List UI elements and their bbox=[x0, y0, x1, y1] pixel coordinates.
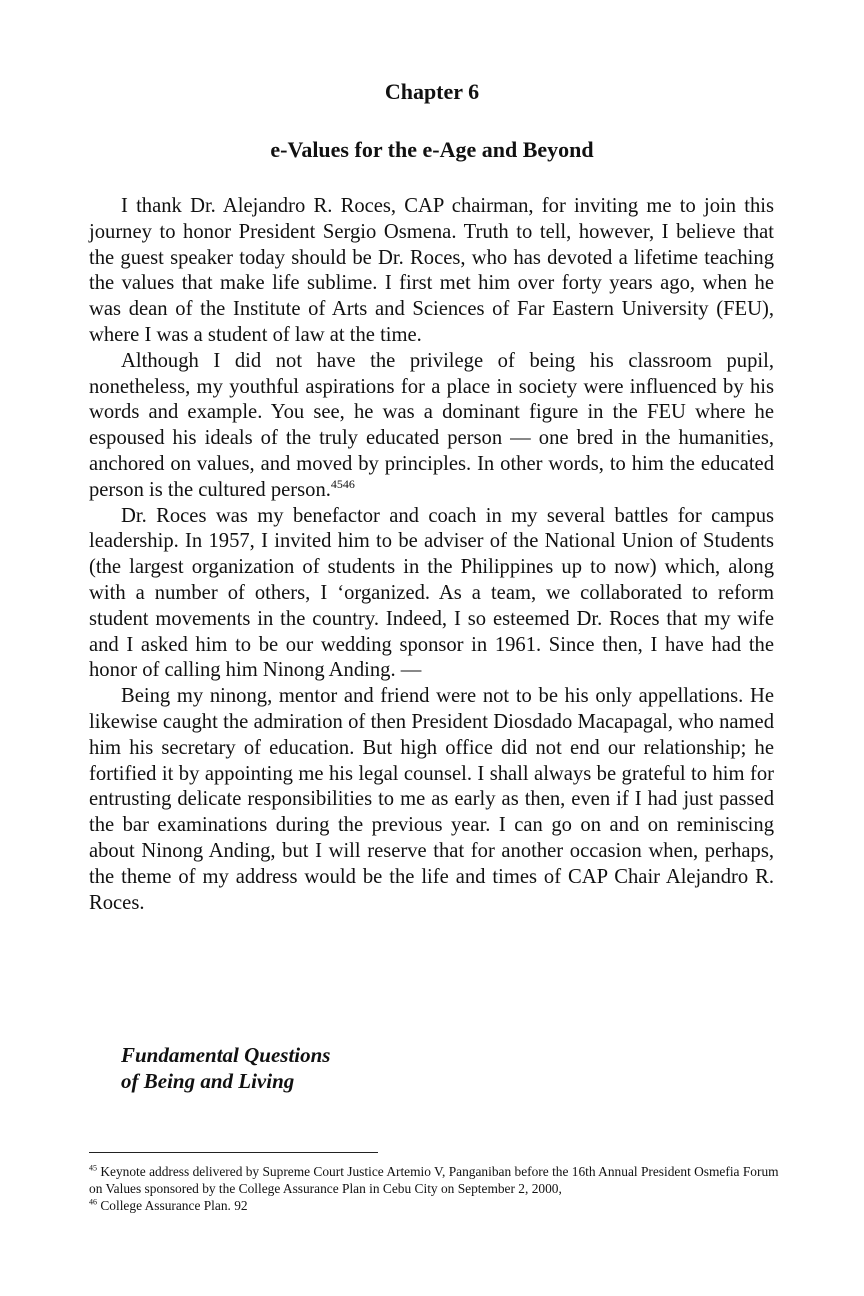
paragraph bbox=[89, 684, 774, 916]
footnote-marker: 46 bbox=[89, 1197, 97, 1207]
footnote-marker: 45 bbox=[89, 1163, 97, 1173]
footnote-reference: 4546 bbox=[330, 476, 355, 491]
footnotes bbox=[89, 1163, 779, 1214]
subheading-line: of Being and Living bbox=[121, 1069, 295, 1093]
footnote-text: Keynote address delivered by Supreme Court Justice Artemio V, Panganiban before the 16th Annual President Osmefia Forum on Values sponsored by the College Assurance Plan in Cebu City on September 2, 2000, bbox=[89, 1164, 779, 1196]
footnote bbox=[89, 1197, 779, 1214]
footnote-text: College Assurance Plan. 92 bbox=[100, 1198, 248, 1213]
paragraph-text: Although I did not have the privilege of being his classroom pupil, nonetheless, my youthful aspirations for a place in society were influenced by his words and example. You see, he was a dominant figure in the FEU where he espoused his ideals of the truly educated person — one bred in the humanities, anchored on values, and moved by principles. In other words, to him the educated person is the cultured person. bbox=[89, 349, 774, 501]
paragraph-text: Being my ninong, mentor and friend were not to be his only appellations. He likewise caught the admiration of then President Diosdado Macapagal, who named him his secretary of education. But high office did not end our relationship; he fortified it by appointing me his legal counsel. I shall always be grateful to him for entrusting delicate responsibilities to me as early as then, even if I had just passed the bar examinations during the previous year. I can go on and on reminiscing about Ninong Anding, but I will reserve that for another occasion when, perhaps, the theme of my address would be the life and times of CAP Chair Alejandro R. Roces. bbox=[89, 685, 774, 914]
subheading-line: Fundamental Questions bbox=[121, 1043, 331, 1067]
section-subheading bbox=[121, 1042, 521, 1094]
footnote-divider bbox=[89, 1152, 378, 1153]
paragraph bbox=[89, 194, 774, 349]
paragraph-text: Dr. Roces was my benefactor and coach in my several battles for campus leadership. In 1957, I invited him to be adviser of the National Union of Students (the largest organization of students in the Philippines up to now) which, along with a number of others, I ‘organized. As a team, we collaborated to reform student movements in the country. Indeed, I so esteemed Dr. Roces that my wife and I asked him to be our wedding sponsor in 1961. Since then, I have had the honor of calling him Ninong Anding. — bbox=[89, 504, 774, 682]
chapter-title: e-Values for the e-Age and Beyond bbox=[270, 137, 594, 162]
paragraph bbox=[89, 349, 774, 504]
footnote bbox=[89, 1163, 779, 1197]
body-text bbox=[89, 194, 774, 916]
paragraph bbox=[89, 504, 774, 685]
chapter-heading: Chapter 6 bbox=[384, 79, 480, 104]
paragraph-text: I thank Dr. Alejandro R. Roces, CAP chairman, for inviting me to join this journey to honor President Sergio Osmena. Truth to tell, however, I believe that the guest speaker today should be Dr. Roces, who has devoted a lifetime teaching the values that make life sublime. I first met him over forty years ago, when he was dean of the Institute of Arts and Sciences of Far Eastern University (FEU), where I was a student of law at the time. bbox=[89, 195, 774, 346]
